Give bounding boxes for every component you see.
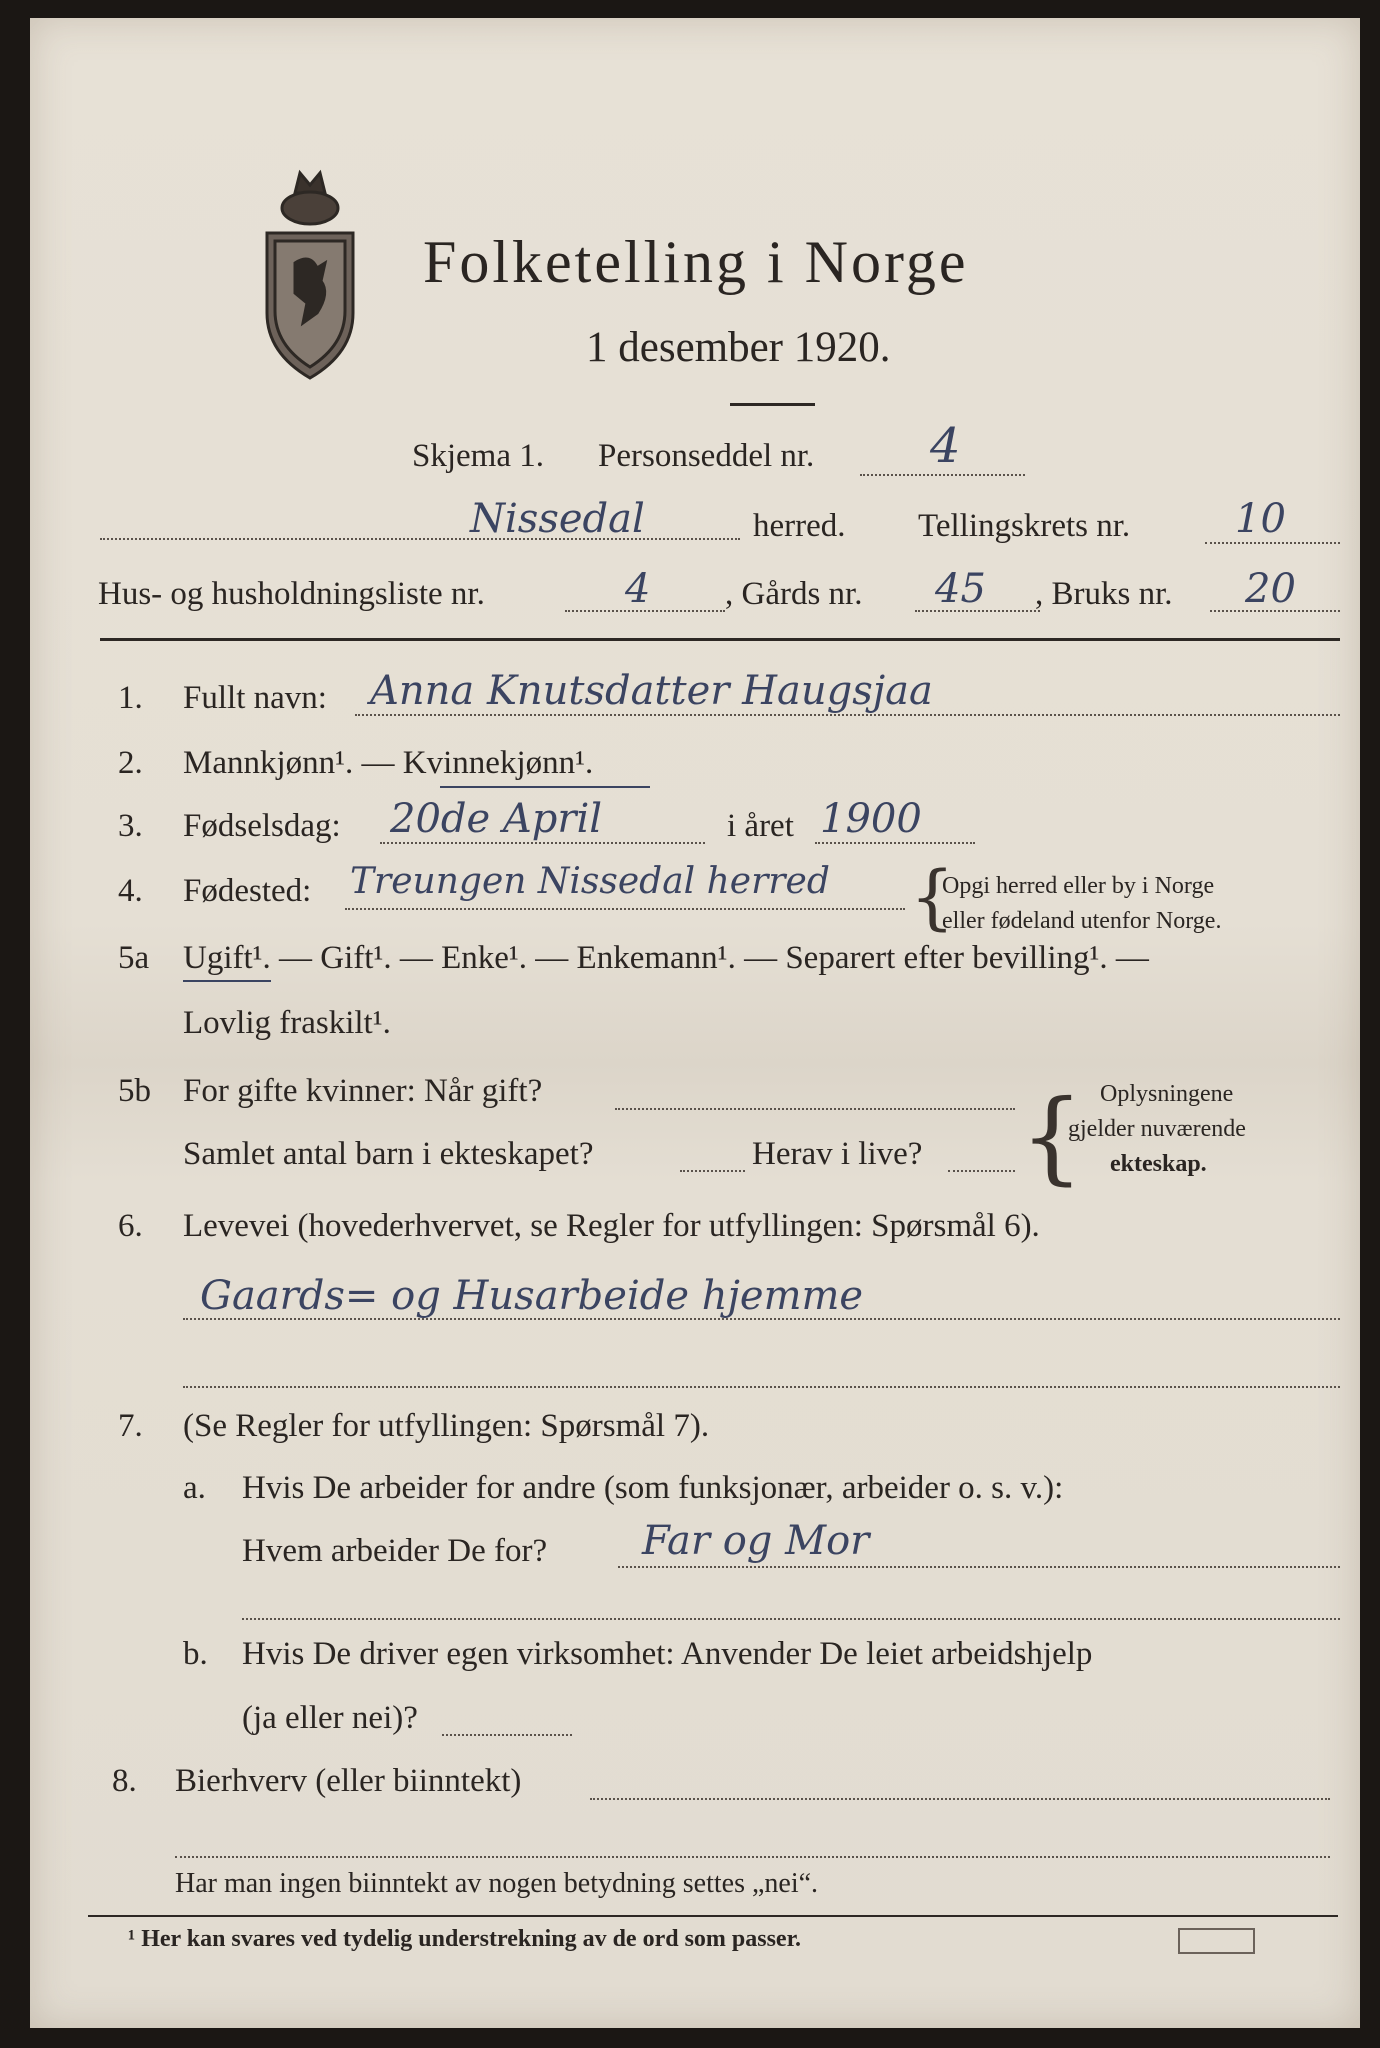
q7a-letter: a. [183, 1470, 206, 1506]
q7b-letter: b. [183, 1636, 208, 1672]
q7-label: (Se Regler for utfyllingen: Spørsmål 7). [183, 1408, 710, 1444]
q8-number: 8. [112, 1763, 137, 1799]
q5b-note1: Oplysningene [1100, 1081, 1234, 1107]
q5b-brace: { [1020, 1078, 1084, 1195]
q4-line [345, 908, 905, 910]
q5b-number: 5b [118, 1073, 151, 1109]
q1-value: Anna Knutsdatter Haugsjaa [370, 668, 933, 714]
q5b-live-line [948, 1170, 1015, 1172]
q5b-label3: Herav i live? [752, 1136, 923, 1172]
q5b-label2: Samlet antal barn i ekteskapet? [183, 1136, 594, 1172]
q7b-line2: (ja eller nei)? [242, 1700, 418, 1736]
q1-label: Fullt navn: [183, 680, 327, 716]
tellingskrets-value: 10 [1235, 496, 1286, 542]
q8-line1 [590, 1798, 1330, 1800]
q6-line1 [183, 1318, 1340, 1320]
q5a-line2: Lovlig fraskilt¹. [183, 1005, 391, 1041]
q1-line [355, 714, 1340, 716]
q5b-gift-line [615, 1108, 1015, 1110]
printer-stamp [1178, 1928, 1255, 1954]
q4-number: 4. [118, 873, 143, 909]
q3-year-label: i året [727, 808, 794, 844]
q8-line2 [175, 1856, 1330, 1858]
q8-note: Har man ingen biinntekt av nogen betydning settes „nei“. [175, 1868, 819, 1899]
q6-label: Levevei (hovederhvervet, se Regler for utfyllingen: Spørsmål 6). [183, 1208, 1040, 1244]
q2-number: 2. [118, 745, 143, 781]
q3-line [380, 842, 705, 844]
q3-year-value: 1900 [820, 796, 922, 842]
q4-value: Treungen Nissedal herred [350, 861, 830, 902]
husliste-value: 4 [625, 566, 651, 612]
q5a-underline-mark [183, 980, 271, 982]
q7a-line2-rule [242, 1618, 1340, 1620]
q6-number: 6. [118, 1208, 143, 1244]
q7b-line [442, 1734, 572, 1736]
q7a-value: Far og Mor [642, 1518, 870, 1564]
q2-underline-mark [440, 786, 650, 788]
q7-number: 7. [118, 1408, 143, 1444]
gards-value: 45 [935, 566, 986, 612]
personseddel-label: Personseddel nr. [598, 438, 815, 474]
q4-brace: { [910, 856, 955, 938]
q8-label: Bierhverv (eller biinntekt) [175, 1763, 522, 1799]
census-form [30, 18, 1360, 2028]
q7a-line1: Hvis De arbeider for andre (som funksjonær, arbeider o. s. v.): [242, 1470, 1064, 1506]
header-rule [100, 638, 1340, 641]
q1-number: 1. [118, 680, 143, 716]
q6-line2 [183, 1386, 1340, 1388]
title-divider [730, 403, 815, 406]
footnote: ¹ Her kan svares ved tydelig understrekning av de ord som passer. [128, 1926, 802, 1952]
q3-value: 20de April [390, 796, 603, 842]
footnote-rule [88, 1915, 1338, 1917]
husliste-label: Hus- og husholdningsliste nr. [98, 576, 485, 612]
q5b-label1: For gifte kvinner: Når gift? [183, 1073, 543, 1109]
q3-number: 3. [118, 808, 143, 844]
tellingskrets-line [1205, 542, 1340, 544]
q5b-barn-line [680, 1170, 745, 1172]
personseddel-value: 4 [930, 418, 961, 474]
q5b-note2: gjelder nuværende [1068, 1116, 1246, 1142]
gards-label: , Gårds nr. [725, 576, 863, 612]
coat-of-arms-icon [255, 163, 365, 383]
q7b-line1: Hvis De driver egen virksomhet: Anvender De leiet arbeidshjelp [242, 1636, 1093, 1672]
q7a-line [618, 1566, 1340, 1568]
schema-label: Skjema 1. [412, 438, 544, 474]
q4-label: Fødested: [183, 873, 312, 909]
tellingskrets-label: Tellingskrets nr. [918, 508, 1131, 544]
q2-label: Mannkjønn¹. — Kvinnekjønn¹. [183, 745, 594, 781]
herred-label: herred. [753, 508, 846, 544]
q3-label: Fødselsdag: [183, 808, 341, 844]
personseddel-line [860, 474, 1025, 476]
bruks-value: 20 [1245, 566, 1296, 612]
bruks-label: , Bruks nr. [1035, 576, 1173, 612]
q5a-number: 5a [118, 940, 150, 976]
census-date: 1 desember 1920. [586, 324, 891, 371]
q3-year-line [815, 842, 975, 844]
q6-value: Gaards= og Husarbeide hjemme [200, 1273, 864, 1319]
q7a-line2: Hvem arbeider De for? [242, 1533, 548, 1569]
form-title: Folketelling i Norge [423, 229, 969, 295]
q4-note-line1: Opgi herred eller by i Norge [942, 873, 1215, 899]
q5b-note3: ekteskap. [1110, 1151, 1207, 1177]
herred-value: Nissedal [470, 496, 645, 542]
q5a-line1: Ugift¹. — Gift¹. — Enke¹. — Enkemann¹. — Separert efter bevilling¹. — [183, 940, 1149, 976]
q4-note-line2: eller fødeland utenfor Norge. [942, 908, 1222, 934]
